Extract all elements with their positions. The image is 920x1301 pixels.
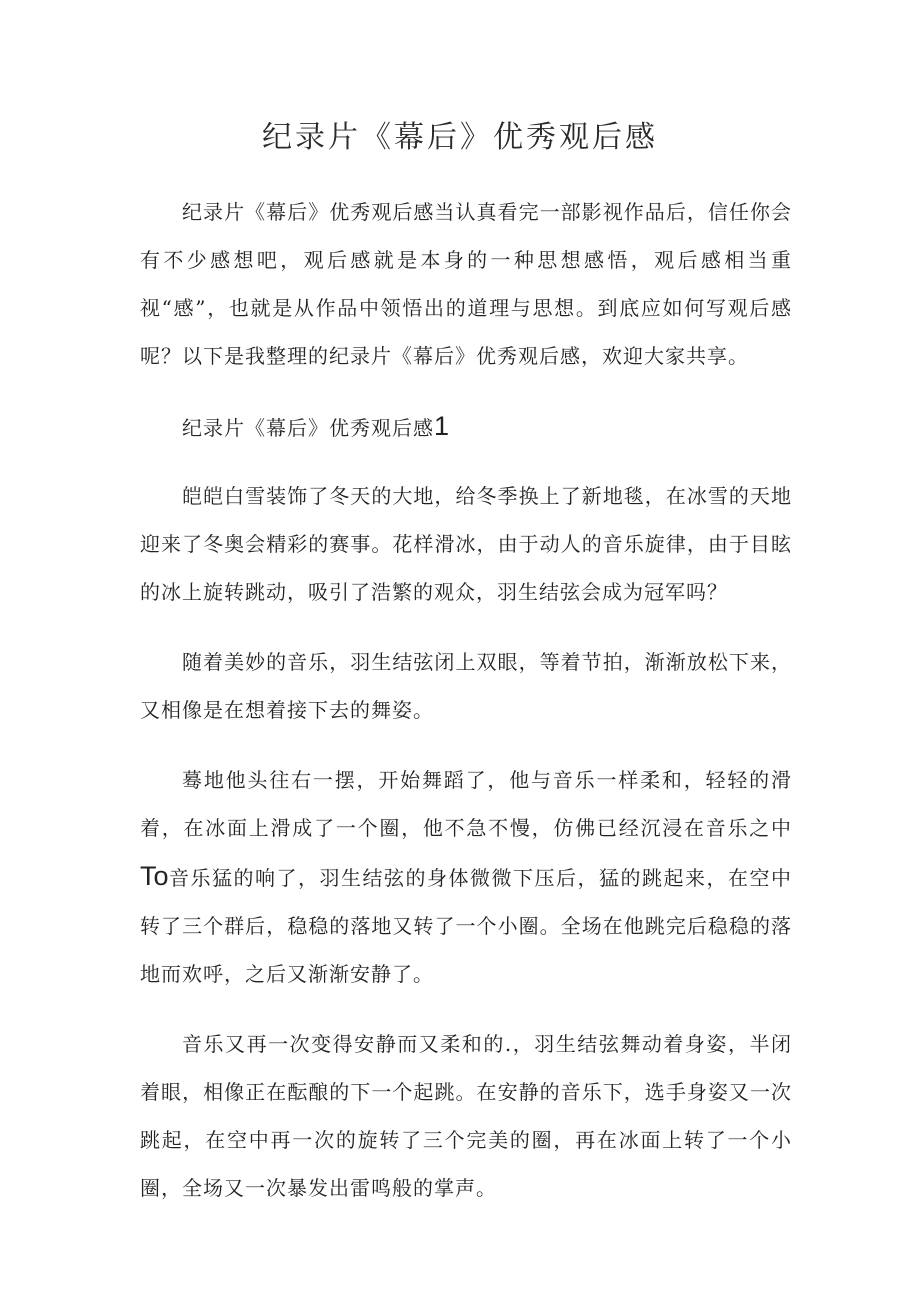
paragraph-text: 随着美妙的音乐，羽生结弦闭上双眼，等着节拍，渐渐放松下来，又相像是在想着接下去的舞姿。	[140, 650, 792, 722]
document-body	[140, 188, 792, 1234]
body-paragraph	[140, 472, 792, 616]
paragraph-text: 音乐又再一次变得安静而又柔和的.，羽生结弦舞动着身姿，半闭着眼，相像正在酝酿的下一个起跳。在安静的音乐下，选手身姿又一次跳起，在空中再一次的旋转了三个完美的圈，再在冰面上转了一个小圈，全场又一次暴发出雷鸣般的掌声。	[140, 1032, 792, 1200]
intro-paragraph	[140, 188, 792, 380]
section-heading	[140, 402, 792, 452]
paragraph-text: 皑皑白雪装饰了冬天的大地，给冬季换上了新地毯，在冰雪的天地迎来了冬奥会精彩的赛事。花样滑冰，由于动人的音乐旋律，由于目眩的冰上旋转跳动，吸引了浩繁的观众，羽生结弦会成为冠军吗？	[140, 484, 792, 604]
paragraph-text-rest: 音乐猛的响了，羽生结弦的身体微微下压后，猛的跳起来，在空中转了三个群后，稳稳的落地又转了一个小圈。全场在他跳完后稳稳的落地而欢呼，之后又渐渐安静了。	[140, 866, 792, 986]
inline-latin-text: To	[140, 861, 169, 891]
paragraph-text: 蓦地他头往右一摆，开始舞蹈了，他与音乐一样柔和，轻轻的滑着，在冰面上滑成了一个圈，他不急不慢，仿佛已经沉浸在音乐之中	[140, 768, 792, 840]
body-paragraph	[140, 638, 792, 734]
paragraph-text: 纪录片《幕后》优秀观后感当认真看完一部影视作品后，信任你会有不少感想吧，观后感就是本身的一种思想感悟，观后感相当重视“感”，也就是从作品中领悟出的道理与思想。到底应如何写观后感呢？以下是我整理的纪录片《幕后》优秀观后感，欢迎大家共享。	[140, 200, 792, 368]
body-paragraph	[140, 756, 792, 998]
section-heading-text: 纪录片《幕后》优秀观后感	[182, 416, 434, 440]
section-number: 1	[434, 411, 450, 441]
document-title: 纪录片《幕后》优秀观后感	[262, 120, 658, 155]
body-paragraph	[140, 1020, 792, 1212]
